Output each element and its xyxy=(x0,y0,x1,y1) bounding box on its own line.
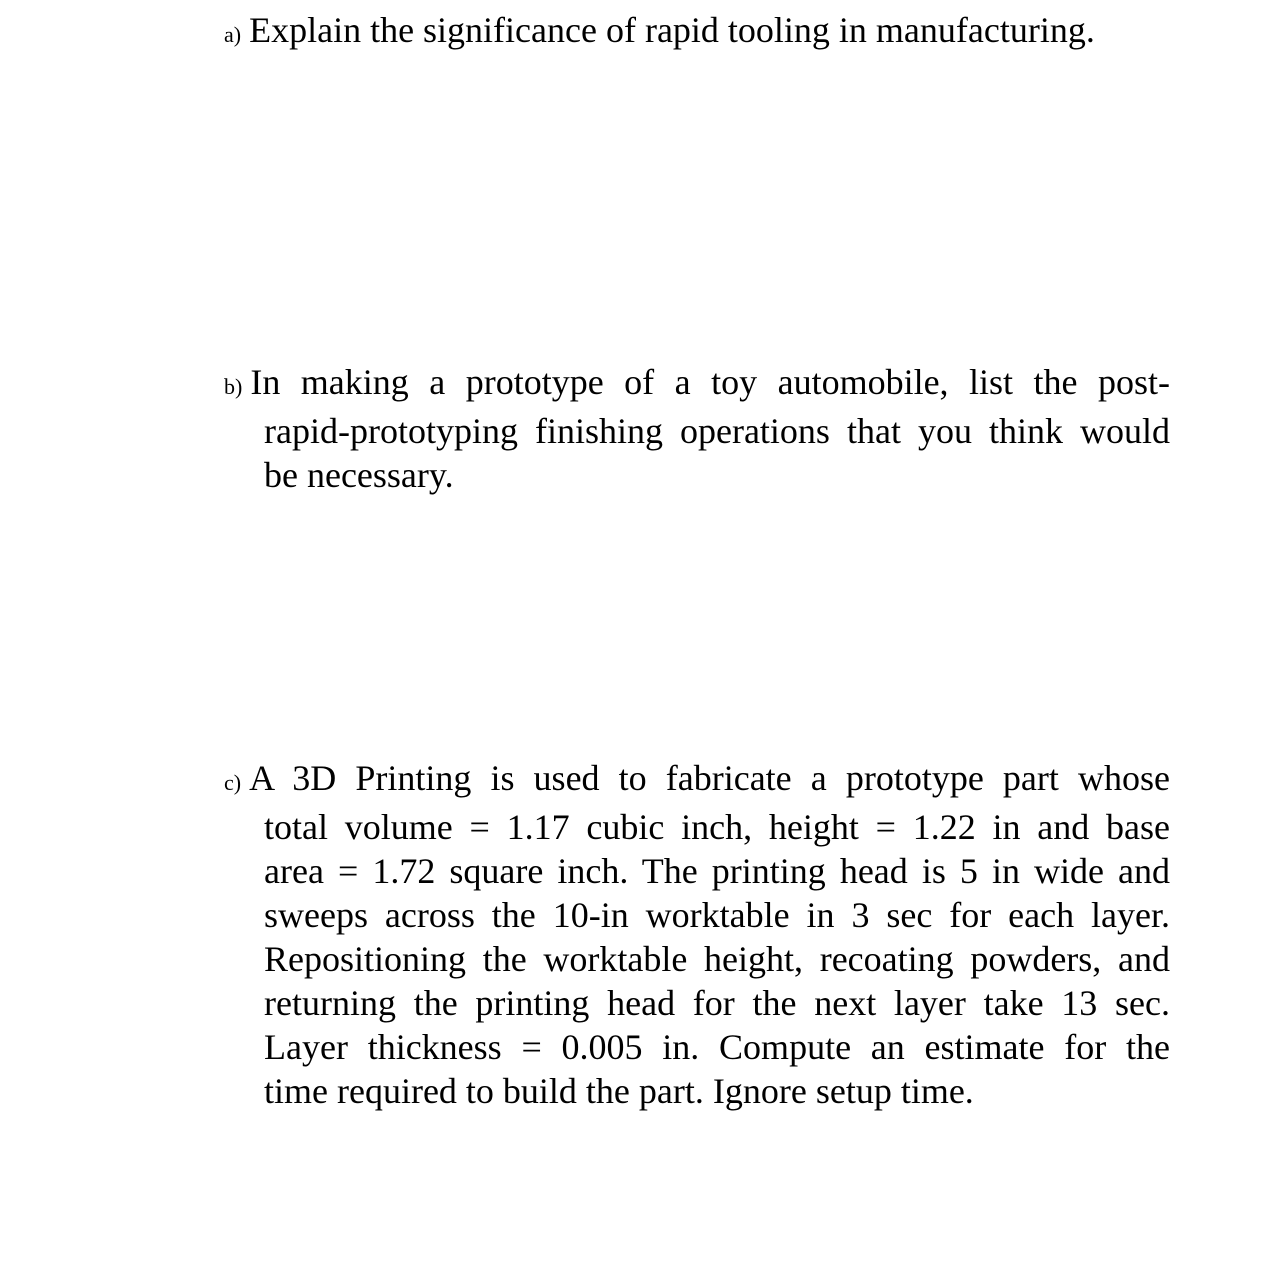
question-a-first-line xyxy=(224,8,1170,57)
question-a xyxy=(224,8,1170,57)
question-c-text-line: total volume = 1.17 cubic inch, height = 1.22 in and base xyxy=(264,807,1170,847)
question-c-text-line: returning the printing head for the next layer take 13 sec. xyxy=(264,983,1170,1023)
question-c-text-line: time required to build the part. Ignore setup time. xyxy=(264,1071,974,1111)
question-c-text-line: Layer thickness = 0.005 in. Compute an estimate for the xyxy=(264,1027,1170,1067)
question-b-continuation xyxy=(264,409,1170,497)
question-c-text-line: A 3D Printing is used to fabricate a prototype part whose xyxy=(249,758,1170,798)
question-c xyxy=(224,756,1170,1113)
question-c-text-line: Repositioning the worktable height, recoating powders, and xyxy=(264,939,1170,979)
question-c-continuation xyxy=(264,805,1170,1113)
question-b-text-line: be necessary. xyxy=(264,455,454,495)
question-b-text-line: In making a prototype of a toy automobile, list the post- xyxy=(250,362,1170,402)
question-b-label: b) xyxy=(224,374,243,399)
question-c-label: c) xyxy=(224,770,242,795)
question-c-text-line: sweeps across the 10-in worktable in 3 sec for each layer. xyxy=(264,895,1170,935)
question-b-first-line xyxy=(224,360,1170,409)
question-a-text-line: Explain the significance of rapid tooling in manufacturing. xyxy=(249,10,1095,50)
question-b-text-line: rapid-prototyping finishing operations that you think would xyxy=(264,411,1170,451)
question-c-first-line xyxy=(224,756,1170,805)
question-a-label: a) xyxy=(224,22,242,47)
question-b xyxy=(224,360,1170,497)
question-c-text-line: area = 1.72 square inch. The printing head is 5 in wide and xyxy=(264,851,1170,891)
